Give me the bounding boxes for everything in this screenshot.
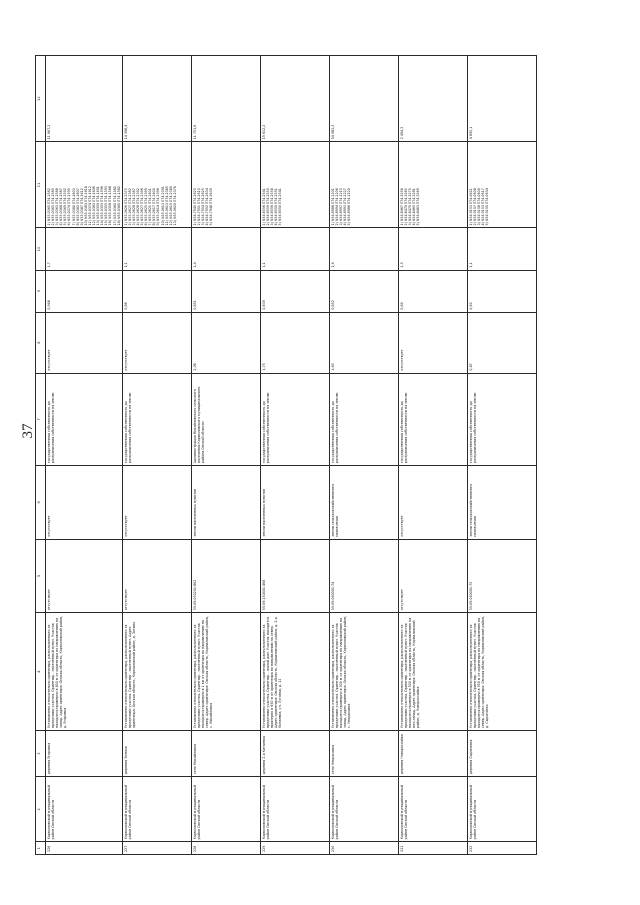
coordinate-point: 10) N55.0613 E74.2391 bbox=[160, 186, 165, 226]
area-cell: 0,839 bbox=[260, 270, 329, 312]
area-cell: 0,62 bbox=[467, 270, 536, 312]
coordinate-point: 12) N55.0615 E74.2380 bbox=[168, 186, 173, 226]
coefficient-cell: 1,1 bbox=[260, 228, 329, 270]
ownership-cell: государственная собственность до разграничения собственности на землю bbox=[260, 373, 329, 466]
district-cell: Кормиловский муниципальный район Омской области bbox=[260, 777, 329, 842]
land-category-cell: земли сельскохозяйственного назначения bbox=[467, 466, 536, 540]
coordinate-point: 4) N54.8993 E74.1227 bbox=[342, 188, 347, 226]
coordinate-point: 4) N54.8465 E74.3281 bbox=[411, 188, 416, 226]
price-cell: 4 895,1 bbox=[467, 56, 536, 142]
district-cell: Кормиловский муниципальный район Омской области bbox=[398, 777, 467, 842]
column-number: 4 bbox=[36, 613, 46, 731]
settlement-cell: деревня Сыропятка bbox=[467, 730, 536, 776]
coordinate-point: 18) N55.0360 E74.1582 bbox=[116, 186, 121, 226]
document-cell: 2,06 bbox=[191, 312, 260, 373]
price-cell: 54 982,3 bbox=[329, 56, 398, 142]
coordinate-point: 5) N54.6550 E74.2541 bbox=[278, 188, 283, 226]
coordinate-point: 2) N55.0365 E74.1585 bbox=[51, 188, 56, 226]
coordinate-point: 15) N55.0355 E74.1593 bbox=[104, 186, 109, 226]
land-category-cell: земли населенных пунктов bbox=[260, 466, 329, 540]
coefficient-cell: 1,4 bbox=[191, 228, 260, 270]
coordinate-point: 9) N55.0387 E74.1612 bbox=[79, 188, 84, 226]
document-cell: отсутствует bbox=[122, 312, 191, 373]
coordinate-point: 6) N55.0625 E74.2399 bbox=[144, 188, 149, 226]
coordinates-cell bbox=[260, 142, 329, 228]
district-cell: Кормиловский муниципальный район Омской области bbox=[122, 777, 191, 842]
coordinate-point: 5) N55.0627 E74.2396 bbox=[140, 188, 145, 226]
table-row bbox=[467, 56, 536, 855]
coordinates-cell bbox=[398, 142, 467, 228]
land-category-cell: отсутствует bbox=[46, 466, 123, 540]
coordinate-point: 8) N55.0617 E74.2400 bbox=[152, 188, 157, 226]
column-number: 10 bbox=[36, 228, 46, 270]
coordinate-point: 16) N55.0358 E74.1588 bbox=[108, 186, 113, 226]
column-number-row bbox=[36, 56, 46, 855]
column-number: 8 bbox=[36, 312, 46, 373]
ownership-cell: Администрация Михайловского сельского поселения Кормиловского муниципального района Омской области bbox=[191, 373, 260, 466]
row-number-cell: 226 bbox=[46, 842, 123, 855]
rotated-table-container bbox=[35, 55, 620, 855]
column-number: 6 bbox=[36, 466, 46, 540]
settlement-cell: деревня Зотино bbox=[122, 730, 191, 776]
column-number: 7 bbox=[36, 373, 46, 466]
coordinate-point: 3) N54.9158 E74.0600 bbox=[476, 188, 481, 226]
ownership-cell: государственная собственность до разграничения собственности на землю bbox=[329, 373, 398, 466]
district-cell: Кормиловский муниципальный район Омской области bbox=[467, 777, 536, 842]
location-cell: Установлено относительно ориентира, расположенного за пределами участка. Ориентир - населенный пункт. Участок находится примерно в 800 м от ориентира по направлению на запад. Адрес ориентира: Омская область, Кормиловский район, д. Егоровка bbox=[46, 613, 123, 731]
area-cell: 0,852 bbox=[329, 270, 398, 312]
location-cell: Установлено относительно ориентира, расположенного за пределами участка. Ориентир - населенный пункт. Адрес ориентира: Омская область, Кормиловский район, д. Зотино bbox=[122, 613, 191, 731]
area-cell: 0,64 bbox=[398, 270, 467, 312]
location-cell: Установлено относительно ориентира, расположенного за пределами участка. Ориентир - населенный пункт. Участок находится примерно в 950 м от ориентира по направлению на север. Адрес ориентира: Омская область, Кормиловский район, д. Сыропятка bbox=[467, 613, 536, 731]
coordinate-point: 1) N54.7945 E74.2625 bbox=[192, 188, 197, 226]
settlement-cell: село Михайловка bbox=[191, 730, 260, 776]
coordinate-point: 3) N55.0363 E74.1588 bbox=[55, 188, 60, 226]
price-cell: 14 396,4 bbox=[122, 56, 191, 142]
table-body bbox=[46, 56, 537, 855]
coordinate-point: 3) N54.8997 E74.1215 bbox=[338, 188, 343, 226]
page-number: 37 bbox=[20, 423, 36, 439]
ownership-cell: государственная собственность до разграничения собственности на землю bbox=[467, 373, 536, 466]
coordinate-point: 9) N55.0614 E74.2396 bbox=[156, 188, 161, 226]
table-row bbox=[398, 56, 467, 855]
row-number-cell: 232 bbox=[467, 842, 536, 855]
location-cell: Установлено относительно ориентира, расположенного за пределами участка. Ориентир - населенный пункт. Участок находится примерно в 1 км от ориентира по направлению на север. Адрес ориентира: Омская область, Кормиловский район, с. Михайловка bbox=[191, 613, 260, 731]
coordinate-point: 5) N54.8986 E74.1220 bbox=[347, 188, 352, 226]
coordinate-point: 2) N55.0627 E74.2382 bbox=[127, 188, 132, 226]
price-cell: 11 751,6 bbox=[191, 56, 260, 142]
coefficient-cell: 1,5 bbox=[398, 228, 467, 270]
settlement-cell: село Некрасовка bbox=[329, 730, 398, 776]
table-row bbox=[46, 56, 123, 855]
coordinate-point: 1) N54.8467 E74.3256 bbox=[399, 188, 404, 226]
coordinate-point: 1) N55.0365 E74.1582 bbox=[47, 188, 51, 226]
coordinates-cell bbox=[467, 142, 536, 228]
coefficient-cell: 1,6 bbox=[329, 228, 398, 270]
column-number: 5 bbox=[36, 539, 46, 613]
ownership-cell: государственная собственность до разграничения собственности на землю bbox=[122, 373, 191, 466]
location-cell: Установлено относительно ориентира, расположенного за пределами участка. Ориентир - жилой дом. Участок находится примерно в 650 м от ориентира по направлению на север. Адрес ориентира: Омская область, Кормиловский район, д. 2-я Китаевка, ул. Луговая, д. 12 bbox=[260, 613, 329, 731]
coordinate-point: 4) N54.7952 E74.2634 bbox=[204, 188, 209, 226]
coordinate-point: 2) N54.6559 E74.2550 bbox=[265, 188, 270, 226]
column-number: 1 bbox=[36, 842, 46, 855]
coordinate-point: 1) N54.8988 E74.1201 bbox=[330, 188, 335, 226]
price-cell: 2 494,5 bbox=[398, 56, 467, 142]
cadastral-number-cell: 55:09:060001:74 bbox=[329, 539, 398, 613]
row-number-cell: 227 bbox=[122, 842, 191, 855]
document-cell: 0,87 bbox=[467, 312, 536, 373]
column-number: 2 bbox=[36, 777, 46, 842]
coefficient-cell: 1,1 bbox=[467, 228, 536, 270]
row-number-cell: 230 bbox=[329, 842, 398, 855]
ownership-cell: государственная собственность до разграничения собственности на землю bbox=[46, 373, 123, 466]
coordinate-point: 2) N54.7951 E74.2615 bbox=[196, 188, 201, 226]
coordinate-point: 5) N54.7948 E74.2639 bbox=[209, 188, 214, 226]
coordinate-point: 1) N55.0626 E74.2375 bbox=[123, 188, 128, 226]
district-cell: Кормиловский муниципальный район Омской области bbox=[329, 777, 398, 842]
registry-table bbox=[35, 55, 537, 855]
coordinates-cell bbox=[46, 142, 123, 228]
coordinate-point: 17) N55.0360 E74.1585 bbox=[112, 186, 117, 226]
land-category-cell: отсутствует bbox=[398, 466, 467, 540]
district-cell: Кормиловский муниципальный район Омской области bbox=[191, 777, 260, 842]
coefficient-cell: 1,7 bbox=[46, 228, 123, 270]
column-number: 12 bbox=[36, 56, 46, 142]
row-number-cell: 228 bbox=[191, 842, 260, 855]
coordinate-point: 13) N55.0620 E74.2376 bbox=[172, 186, 177, 226]
location-cell: Установлено относительно ориентира, расположенного за пределами участка. Ориентир - населенный пункт. Участок находится примерно в 500 м от ориентира по направлению на запад. Адрес ориентира: Омская область, Кормиловский район, с. Некрасовка bbox=[329, 613, 398, 731]
settlement-cell: деревня Новороссийка bbox=[398, 730, 467, 776]
document-cell: 3,65 bbox=[329, 312, 398, 373]
row-number-cell: 229 bbox=[260, 842, 329, 855]
price-cell: 19 612,2 bbox=[260, 56, 329, 142]
table-row bbox=[329, 56, 398, 855]
coordinate-point: 5) N54.9150 E74.0634 bbox=[485, 188, 490, 226]
coordinate-point: 3) N54.7954 E74.2625 bbox=[200, 188, 205, 226]
document-cell: отсутствует bbox=[46, 312, 123, 373]
district-cell: Кормиловский муниципальный район Омской области bbox=[46, 777, 123, 842]
ownership-cell: государственная собственность до разграничения собственности на землю bbox=[398, 373, 467, 466]
price-cell: 11 667,2 bbox=[46, 56, 123, 142]
coordinate-point: 3) N54.8470 E74.3275 bbox=[407, 188, 412, 226]
coordinate-point: 11) N55.0613 E74.2385 bbox=[164, 186, 169, 226]
coordinate-point: 5) N54.8463 E74.3269 bbox=[416, 188, 421, 226]
cadastral-number-cell: отсутствует bbox=[122, 539, 191, 613]
coordinate-point: 2) N54.9157 E74.0608 bbox=[472, 188, 477, 226]
coordinate-point: 1) N54.6556 E74.2541 bbox=[261, 188, 266, 226]
coordinate-point: 13) N55.0359 E74.1601 bbox=[96, 186, 101, 226]
table-row bbox=[122, 56, 191, 855]
coordinate-point: 1) N54.9153 E74.0621 bbox=[468, 188, 473, 226]
coordinate-point: 2) N54.8470 E74.3265 bbox=[403, 188, 408, 226]
settlement-cell: деревня 2-я Китаевка bbox=[260, 730, 329, 776]
cadastral-number-cell: 55:09:060001:75 bbox=[467, 539, 536, 613]
coordinate-point: 10) N55.0383 E74.1618 bbox=[83, 186, 88, 226]
coordinate-point: 2) N54.8994 E74.1206 bbox=[334, 188, 339, 226]
column-number: 9 bbox=[36, 270, 46, 312]
location-cell: Установлено относительно ориентира, расположенного за пределами участка. Ориентир - населенный пункт. Участок находится примерно в 500 м от ориентира по направлению на юго-запад. Адрес ориентира: Омская область, Кормиловский район, д. Новороссийка bbox=[398, 613, 467, 731]
coordinate-point: 12) N55.0365 E74.1606 bbox=[92, 186, 97, 226]
coordinate-point: 4) N54.6550 E74.2551 bbox=[273, 188, 278, 226]
column-number: 3 bbox=[36, 730, 46, 776]
area-cell: 0,86 bbox=[122, 270, 191, 312]
area-cell: 0,968 bbox=[46, 270, 123, 312]
coordinates-cell bbox=[122, 142, 191, 228]
coordinate-point: 5) N55.0369 E74.1592 bbox=[63, 188, 68, 226]
coordinate-point: 7) N55.0621 E74.2401 bbox=[148, 188, 153, 226]
land-category-cell: земли сельскохозяйственного назначения bbox=[329, 466, 398, 540]
coordinate-point: 4) N54.9153 E74.0617 bbox=[480, 188, 485, 226]
cadastral-number-cell: отсутствует bbox=[398, 539, 467, 613]
coordinate-point: 7) N55.0380 E74.1603 bbox=[71, 188, 76, 226]
table-row bbox=[260, 56, 329, 855]
coordinates-cell bbox=[191, 142, 260, 228]
land-category-cell: земли населенных пунктов bbox=[191, 466, 260, 540]
cadastral-number-cell: 55:09:050201:862 bbox=[191, 539, 260, 613]
settlement-cell: деревня Егоровка bbox=[46, 730, 123, 776]
cadastral-number-cell: отсутствует bbox=[46, 539, 123, 613]
coordinate-point: 4) N55.0368 E74.1587 bbox=[59, 188, 64, 226]
coordinate-point: 8) N55.0382 E74.1607 bbox=[75, 188, 80, 226]
row-number-cell: 231 bbox=[398, 842, 467, 855]
coordinate-point: 4) N55.0628 E74.2392 bbox=[135, 188, 140, 226]
land-category-cell: отсутствует bbox=[122, 466, 191, 540]
table-row bbox=[191, 56, 260, 855]
coordinate-point: 14) N55.0355 E74.1596 bbox=[100, 186, 105, 226]
column-number: 11 bbox=[36, 142, 46, 228]
cadastral-number-cell: 55:09:150401:468 bbox=[260, 539, 329, 613]
coordinate-point: 3) N55.0628 E74.2387 bbox=[131, 188, 136, 226]
document-cell: 1,75 bbox=[260, 312, 329, 373]
area-cell: 0,851 bbox=[191, 270, 260, 312]
document-cell: отсутствует bbox=[398, 312, 467, 373]
coordinate-point: 3) N54.6556 E74.2558 bbox=[269, 188, 274, 226]
coordinates-cell bbox=[329, 142, 398, 228]
coordinate-point: 6) N55.0374 E74.1595 bbox=[67, 188, 72, 226]
coordinate-point: 11) N55.0374 E74.1612 bbox=[87, 186, 92, 226]
coefficient-cell: 1,1 bbox=[122, 228, 191, 270]
